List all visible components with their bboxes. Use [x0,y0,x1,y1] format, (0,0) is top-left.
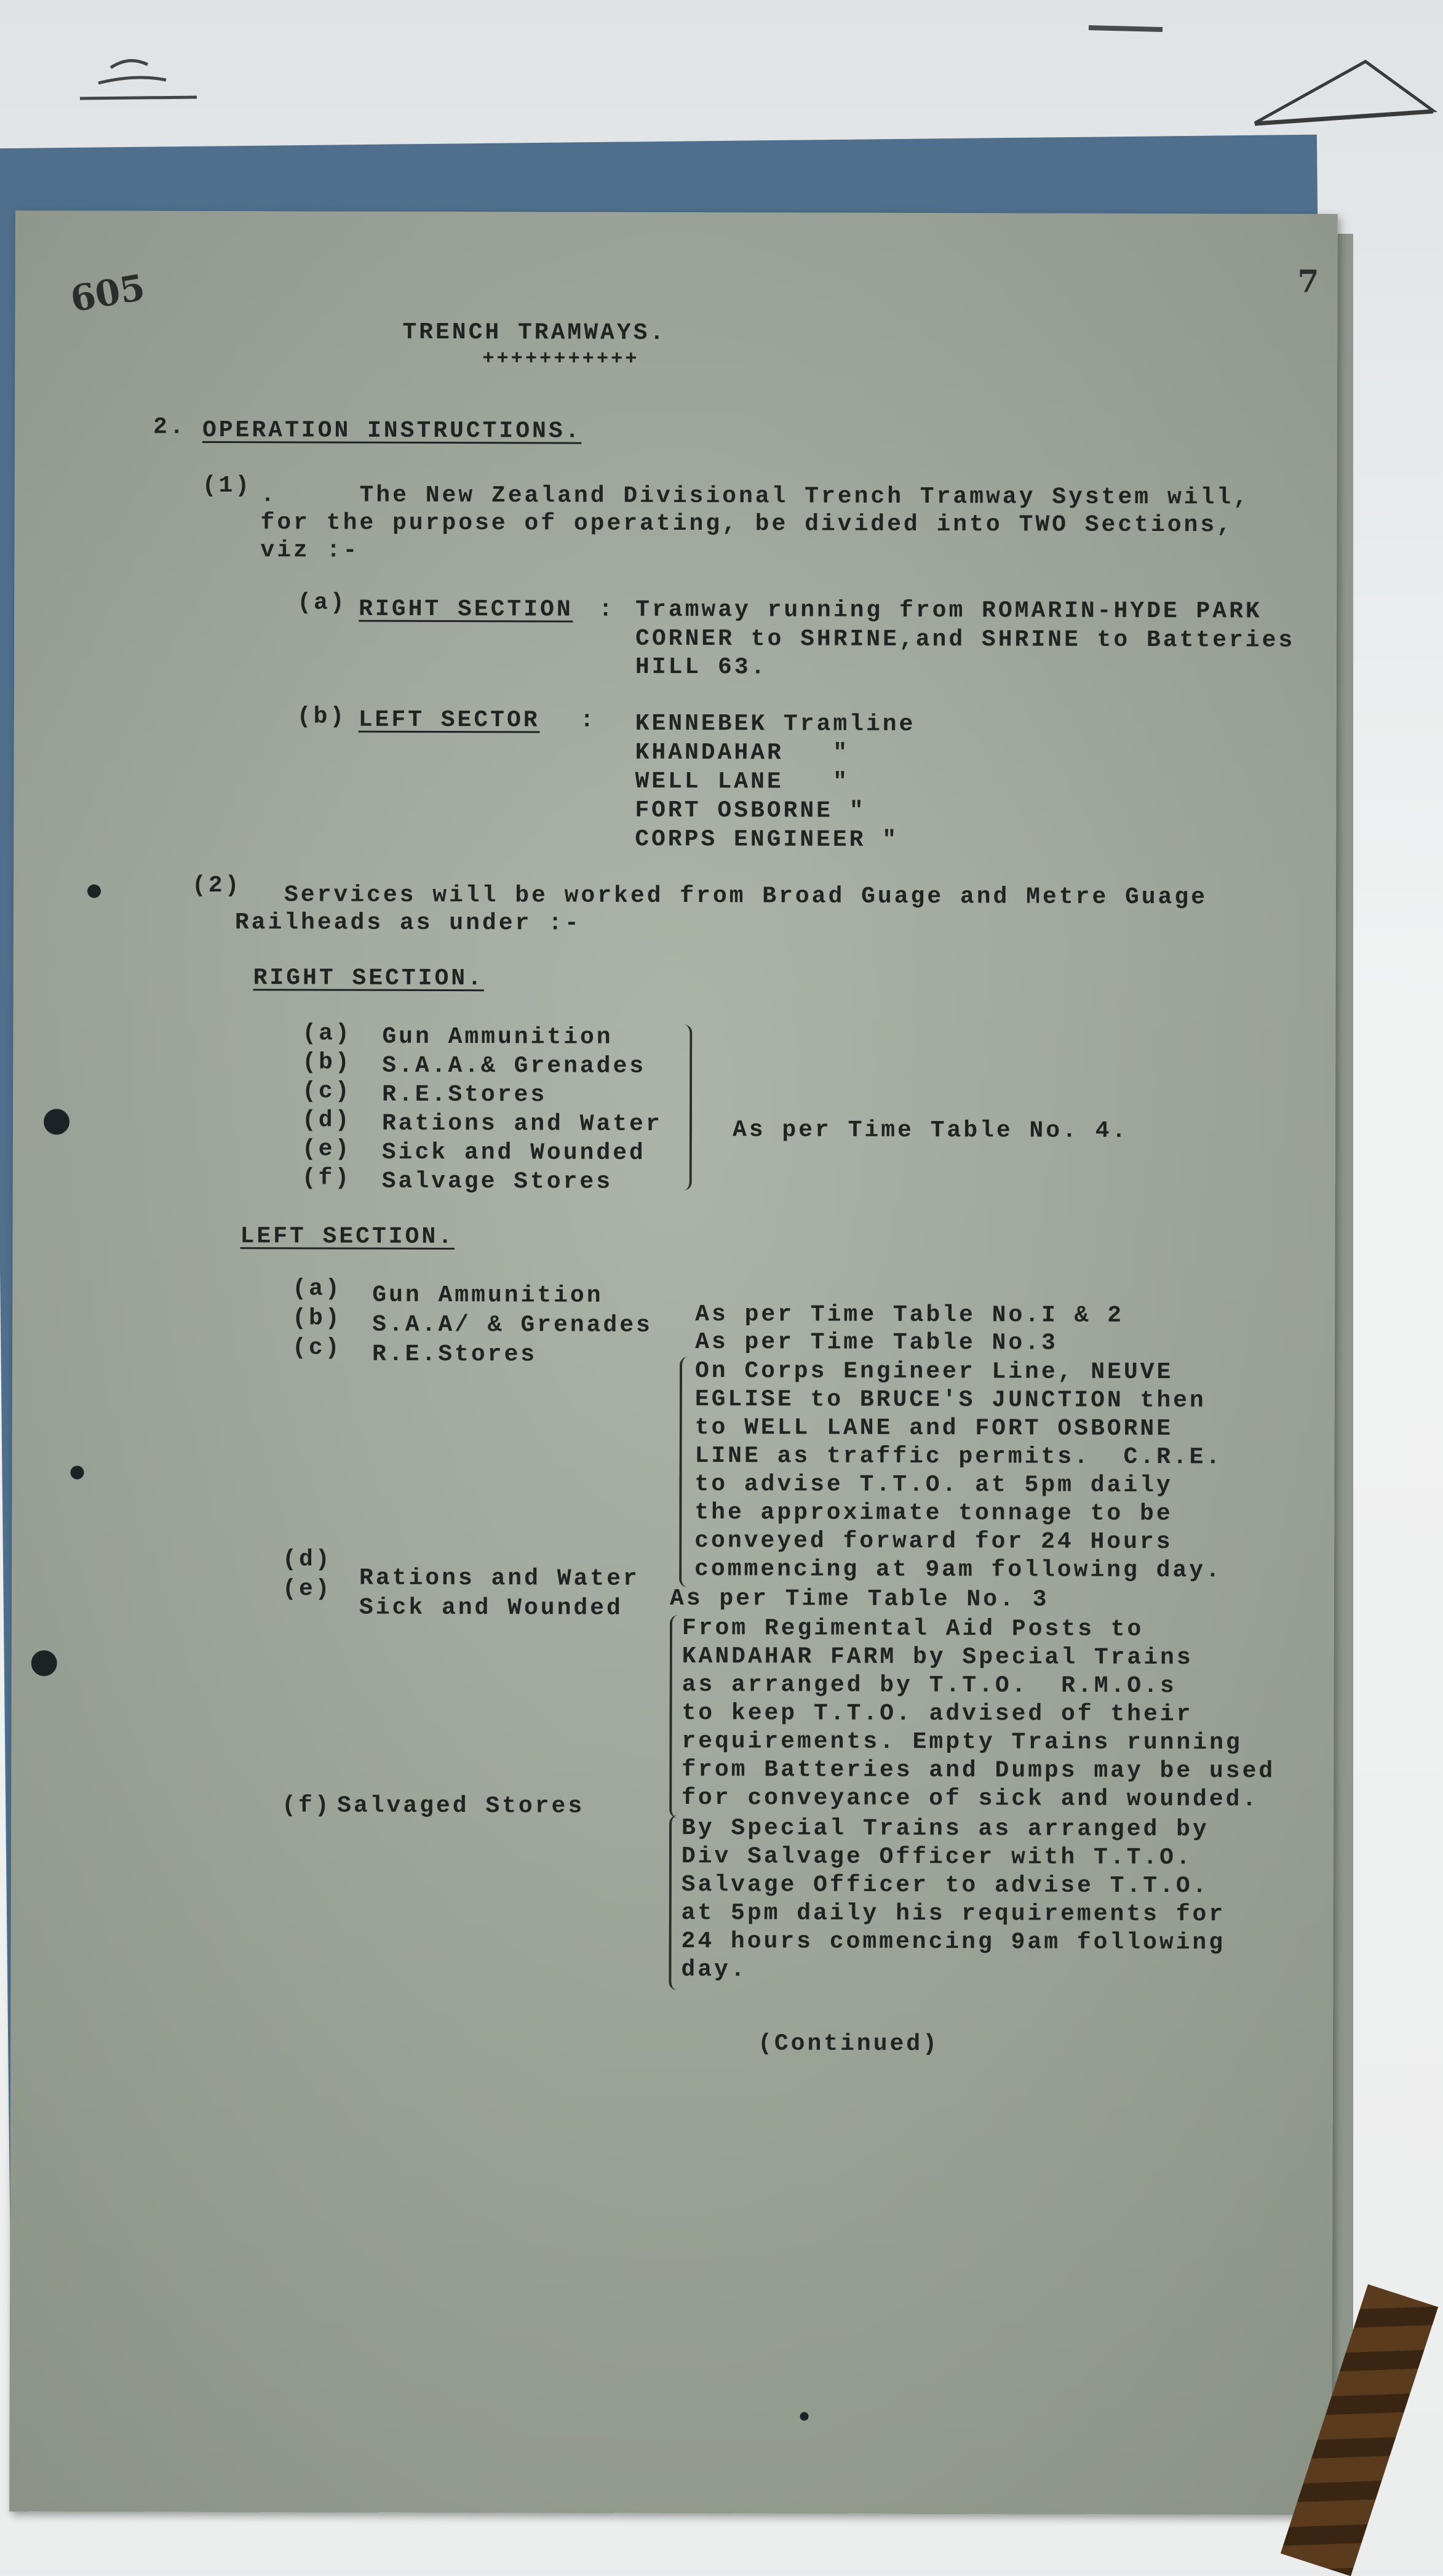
right-def-line: Tramway running from ROMARIN-HYDE PARK [635,596,1262,625]
para1-marker: (1) [202,472,252,500]
para2-line: Railheads as under :- [234,909,581,937]
right-item-text: S.A.A.& Grenades [382,1052,646,1080]
right-item-marker: (a) [302,1020,352,1047]
left-c-line: commencing at 9am following day. [694,1556,1222,1584]
para2-marker: (2) [191,872,242,899]
para1-line: viz :- [260,537,360,564]
title-rule: +++++++++++ [482,347,640,370]
left-section-heading: LEFT SECTION. [240,1223,455,1251]
left-item-marker: (f) [282,1792,332,1819]
section-heading: OPERATION INSTRUCTIONS. [202,417,582,445]
left-item-text: Gun Ammunition [372,1282,603,1309]
left-c-line: On Corps Engineer Line, NEUVE [694,1358,1174,1386]
para1-line: for the purpose of operating, be divided into TWO Sections, [260,509,1234,539]
left-f-line: at 5pm daily his requirements for [681,1900,1226,1928]
right-item-text: Rations and Water [381,1110,662,1138]
section-number: 2. [153,413,186,441]
left-def-line: FORT OSBORNE " [635,797,866,824]
left-c-line: EGLISE to BRUCE'S JUNCTION then [694,1386,1206,1414]
left-def-marker: (b) [296,703,347,730]
left-c-line: to WELL LANE and FORT OSBORNE [694,1414,1174,1443]
para1-line: . The New Zealand Divisional Trench Tramway System will, [260,482,1250,511]
right-def-label: RIGHT SECTION [359,596,573,623]
left-def-line: WELL LANE " [635,768,849,796]
left-e-brace [669,1615,682,1818]
left-item-note: As per Time Table No.I & 2 [695,1301,1124,1329]
page-number: 605 [67,266,148,321]
right-item-text: Sick and Wounded [381,1139,646,1166]
punch-hole [71,1465,84,1479]
left-item-marker: (d) [282,1546,332,1573]
left-e-line: to keep T.T.O. advised of their [682,1700,1193,1728]
punch-hole [800,2412,808,2421]
pencil-scribble-top-left [74,49,215,111]
left-e-line: requirements. Empty Trains running [682,1728,1242,1757]
punch-hole [44,1109,70,1134]
left-f-line: Salvage Officer to advise T.T.O. [681,1872,1209,1900]
right-item-marker: (c) [302,1078,352,1105]
left-e-line: for conveyance of sick and wounded. [682,1785,1259,1813]
left-c-line: the approximate tonnage to be [694,1499,1173,1528]
left-e-line: as arranged by T.T.O. R.M.O.s [682,1672,1177,1700]
left-item-note: As per Time Table No. 3 [669,1585,1049,1613]
right-item-marker: (e) [301,1136,352,1163]
punch-hole [87,885,101,898]
right-item-text: R.E.Stores [382,1081,547,1109]
page-title: TRENCH TRAMWAYS. [402,319,667,346]
right-item-marker: (d) [301,1107,352,1134]
left-item-note: As per Time Table No.3 [695,1329,1058,1357]
right-item-marker: (b) [302,1049,352,1076]
left-def-sep: : [579,707,597,734]
right-item-text: Salvage Stores [381,1168,613,1195]
left-c-line: LINE as traffic permits. C.R.E. [694,1443,1223,1471]
right-item-marker: (f) [301,1165,352,1192]
left-e-line: from Batteries and Dumps may be used [682,1757,1276,1785]
para2-line: Services will be worked from Broad Guage and Metre Guage [284,882,1208,911]
pencil-triangle-mark [1249,43,1439,135]
left-def-line: KENNEBEK Tramline [635,710,916,738]
right-section-brace [677,1024,693,1190]
left-c-brace [679,1357,692,1587]
right-item-text: Gun Ammunition [382,1023,613,1051]
left-item-text: S.A.A/ & Grenades [372,1311,653,1339]
left-e-line: From Regimental Aid Posts to [682,1615,1144,1643]
document-page [9,210,1338,2515]
left-def-line: KHANDAHAR " [635,739,850,767]
left-c-line: to advise T.T.O. at 5pm daily [694,1471,1173,1499]
right-def-line: HILL 63. [635,653,768,681]
left-f-line: Div Salvage Officer with T.T.O. [681,1843,1193,1872]
left-f-brace [669,1815,682,1990]
right-def-sep: : [598,596,616,623]
left-item-text: Rations and Water [359,1565,640,1592]
right-def-line: CORNER to SHRINE,and SHRINE to Batteries [635,625,1295,654]
left-def-label: LEFT SECTOR [358,706,540,734]
corner-mark: 7 [1297,263,1319,300]
left-c-line: conveyed forward for 24 Hours [694,1528,1173,1556]
right-section-heading: RIGHT SECTION. [253,965,484,992]
left-f-line: 24 hours commencing 9am following [681,1928,1226,1956]
pencil-dash-top [1083,18,1169,37]
left-e-line: KANDAHAR FARM by Special Trains [682,1643,1193,1672]
punch-hole [31,1650,57,1676]
left-item-marker: (e) [282,1576,332,1603]
right-def-marker: (a) [297,589,347,616]
continued-note: (Continued) [758,2030,940,2058]
left-f-line: By Special Trains as arranged by [681,1815,1209,1843]
left-item-marker: (b) [292,1305,342,1332]
left-def-line: CORPS ENGINEER " [635,826,899,853]
left-item-marker: (c) [292,1334,342,1362]
left-f-line: day. [681,1956,747,1984]
left-item-text: Salvaged Stores [337,1792,585,1820]
left-item-text: R.E.Stores [372,1341,538,1368]
right-section-note: As per Time Table No. 4. [732,1117,1129,1144]
left-item-text: Sick and Wounded [359,1594,623,1622]
left-item-marker: (a) [292,1275,342,1302]
